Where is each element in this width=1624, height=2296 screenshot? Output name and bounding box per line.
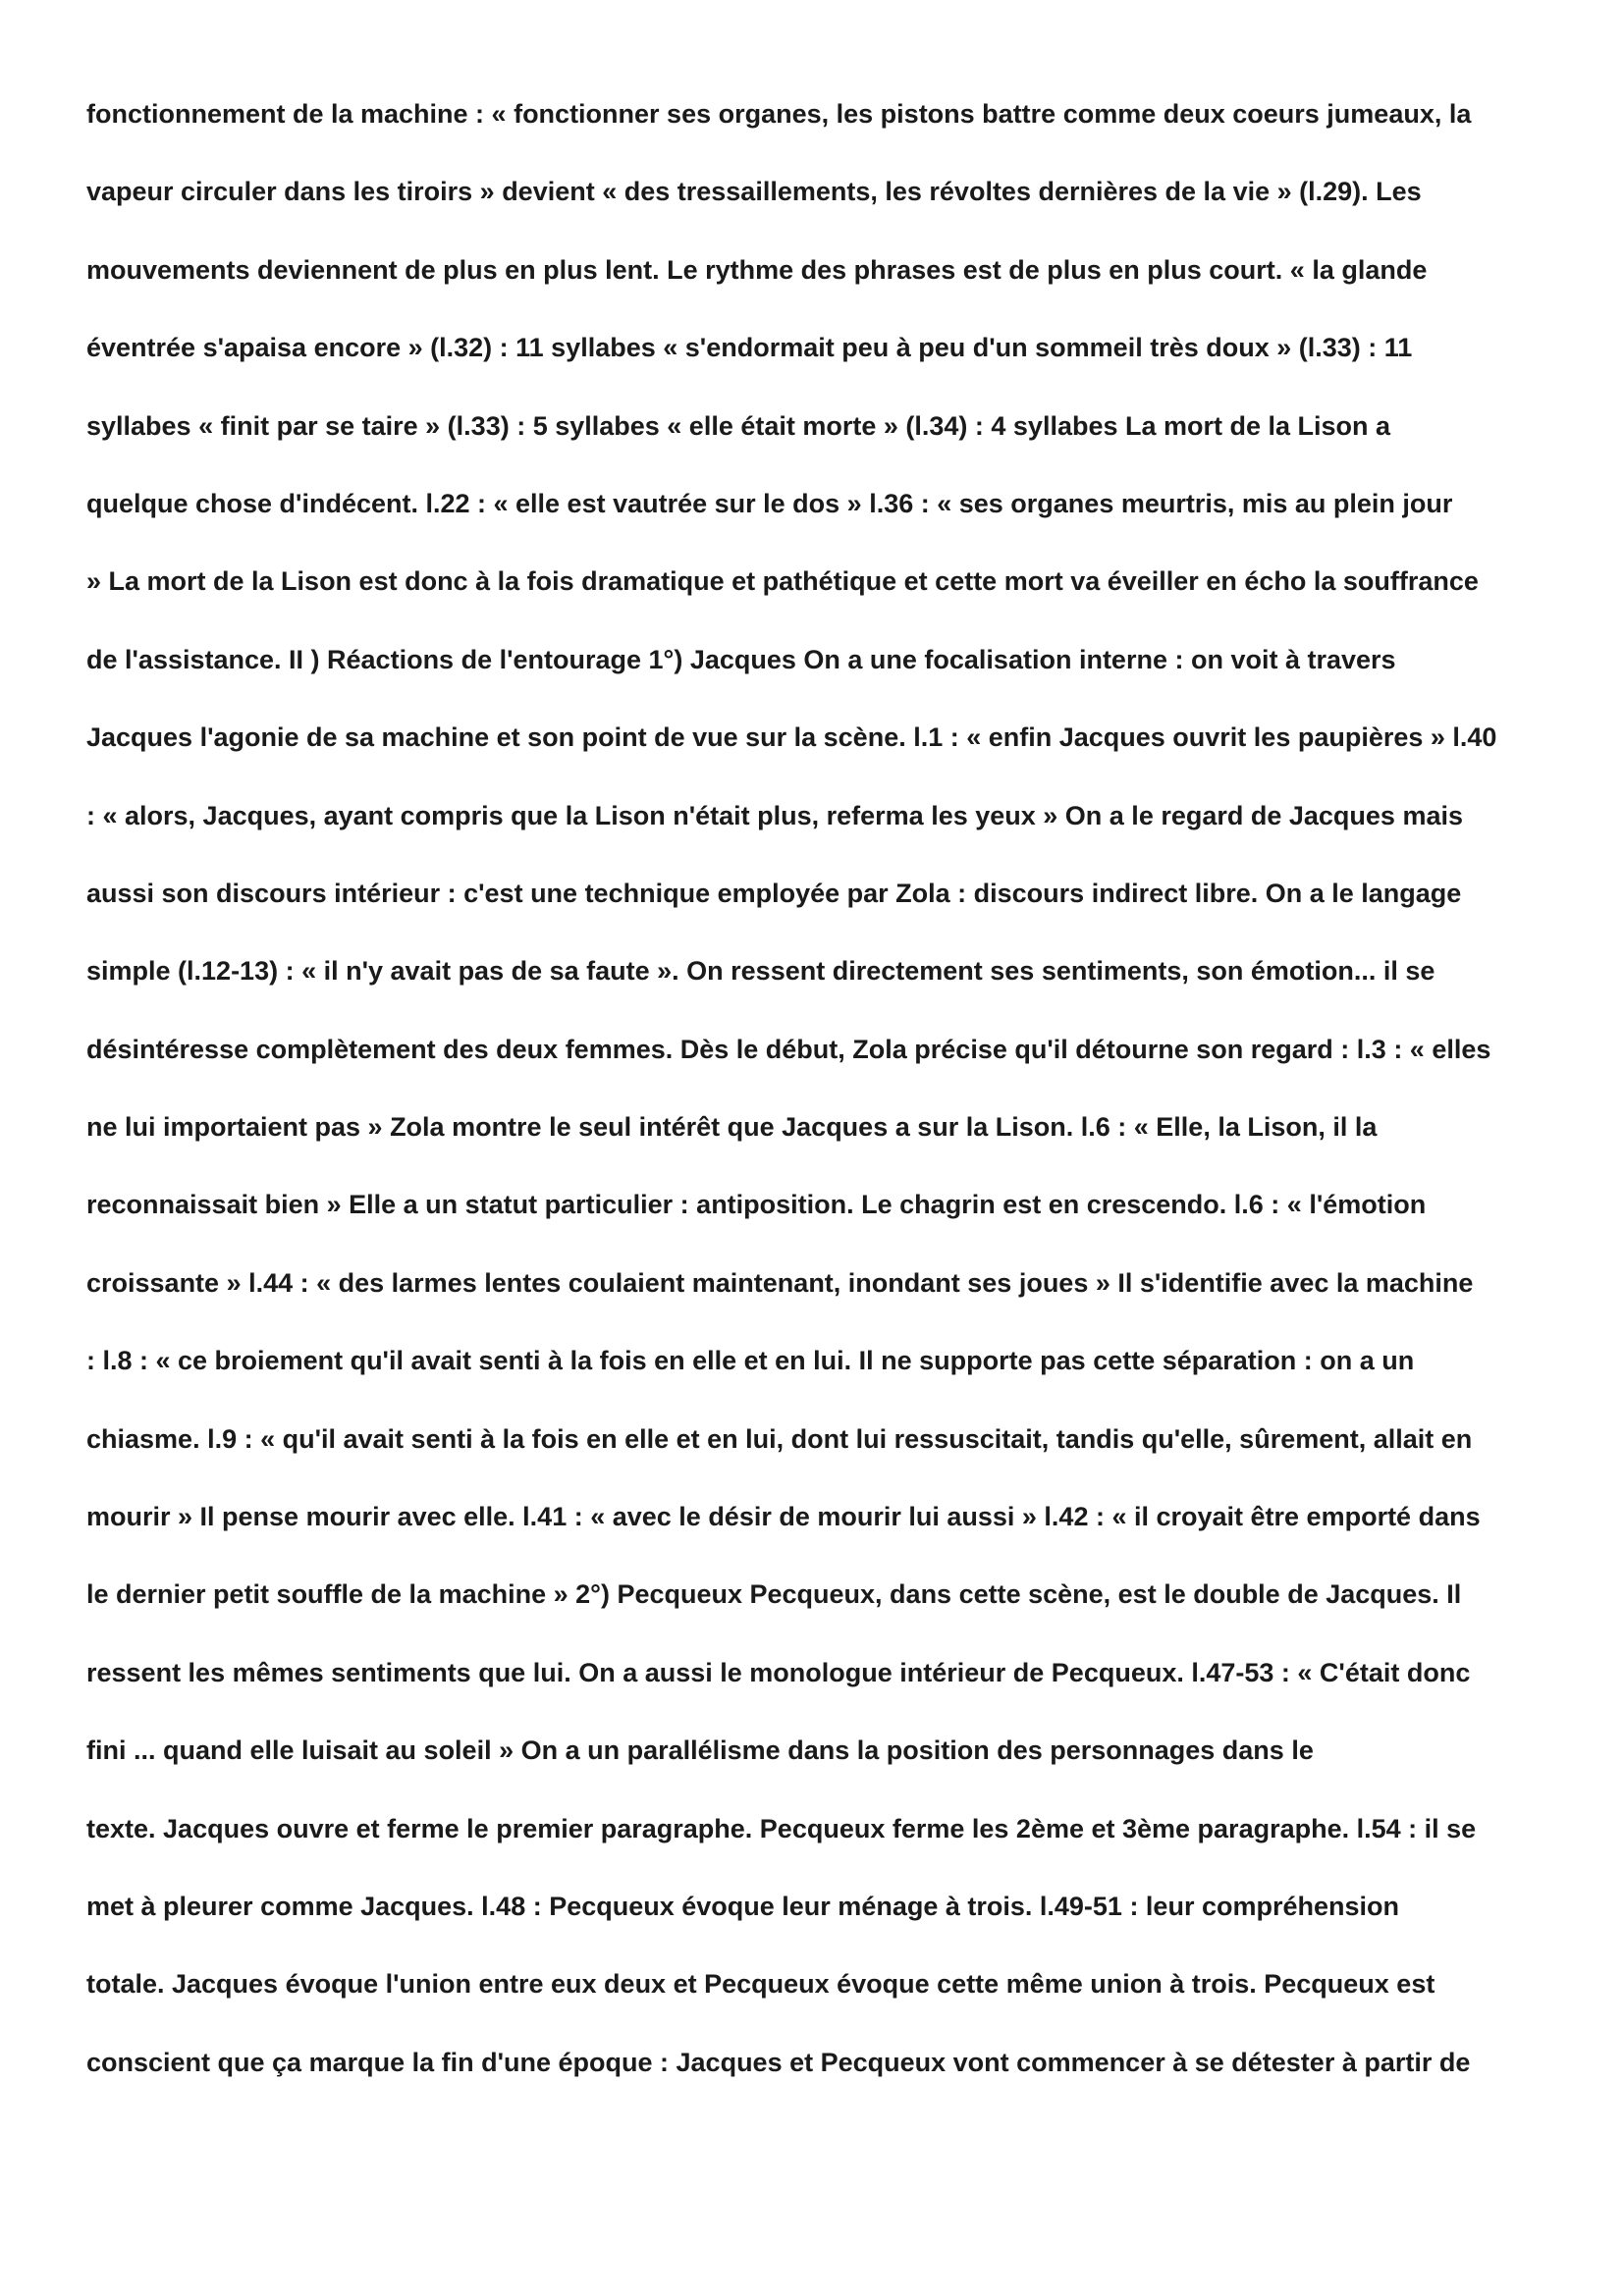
text-line: mouvements deviennent de plus en plus lent. Le rythme des phrases est de plus en plus court. « la glande	[86, 254, 1428, 285]
text-line: de l'assistance. II ) Réactions de l'entourage 1°) Jacques On a une focalisation interne : on voit à travers	[86, 644, 1396, 674]
text-line: reconnaissait bien » Elle a un statut particulier : antiposition. Le chagrin est en crescendo. l.6 : « l'émotion	[86, 1190, 1427, 1220]
text-line: met à pleurer comme Jacques. l.48 : Pecqueux évoque leur ménage à trois. l.49-51 : leur compréhension	[86, 1891, 1399, 1921]
text-line: fonctionnement de la machine : « fonctionner ses organes, les pistons battre comme deux coeurs jumeaux, la	[86, 99, 1472, 129]
text-line: conscient que ça marque la fin d'une époque : Jacques et Pecqueux vont commencer à se détester à partir de	[86, 2047, 1471, 2077]
text-line: Jacques l'agonie de sa machine et son point de vue sur la scène. l.1 : « enfin Jacques ouvrit les paupières » l.40	[86, 722, 1497, 753]
body-text	[86, 88, 1559, 2114]
text-line: éventrée s'apaisa encore » (l.32) : 11 syllabes « s'endormait peu à peu d'un sommeil très doux » (l.33) : 11	[86, 333, 1413, 363]
text-line: simple (l.12-13) : « il n'y avait pas de sa faute ». On ressent directement ses sentiments, son émotion... il se	[86, 956, 1435, 987]
text-line: aussi son discours intérieur : c'est une technique employée par Zola : discours indirect libre. On a le langage	[86, 878, 1462, 908]
text-line: désintéresse complètement des deux femmes. Dès le début, Zola précise qu'il détourne son regard : l.3 : « elles	[86, 1034, 1491, 1064]
text-line: mourir » Il pense mourir avec elle. l.41 : « avec le désir de mourir lui aussi » l.42 : « il croyait être emporté dans	[86, 1502, 1481, 1532]
text-line: croissante » l.44 : « des larmes lentes coulaient maintenant, inondant ses joues » Il s'identifie avec la machine	[86, 1267, 1474, 1298]
text-line: totale. Jacques évoque l'union entre eux deux et Pecqueux évoque cette même union à trois. Pecqueux est	[86, 1969, 1435, 2000]
text-line: ne lui importaient pas » Zola montre le seul intérêt que Jacques a sur la Lison. l.6 : « Elle, la Lison, il la	[86, 1112, 1378, 1143]
text-line: vapeur circuler dans les tiroirs » devient « des tressaillements, les révoltes dernières de la vie » (l.29). Les	[86, 177, 1422, 207]
text-line: ressent les mêmes sentiments que lui. On a aussi le monologue intérieur de Pecqueux. l.47-53 : « C'était donc	[86, 1657, 1471, 1687]
text-line: fini ... quand elle luisait au soleil » On a un parallélisme dans la position des personnages dans le	[86, 1735, 1314, 1766]
text-line: » La mort de la Lison est donc à la fois dramatique et pathétique et cette mort va éveiller en écho la souffrance	[86, 566, 1479, 597]
text-line: : l.8 : « ce broiement qu'il avait senti à la fois en elle et en lui. Il ne supporte pas cette séparation : on a un	[86, 1346, 1415, 1376]
text-line: chiasme. l.9 : « qu'il avait senti à la fois en elle et en lui, dont lui ressuscitait, tandis qu'elle, sûrement, allait en	[86, 1423, 1473, 1454]
text-line: : « alors, Jacques, ayant compris que la Lison n'était plus, referma les yeux » On a le regard de Jacques mais	[86, 800, 1463, 830]
text-line: quelque chose d'indécent. l.22 : « elle est vautrée sur le dos » l.36 : « ses organes meurtris, mis au plein jour	[86, 488, 1453, 518]
text-line: texte. Jacques ouvre et ferme le premier paragraphe. Pecqueux ferme les 2ème et 3ème paragraphe. l.54 : il se	[86, 1813, 1477, 1843]
text-line: syllabes « finit par se taire » (l.33) : 5 syllabes « elle était morte » (l.34) : 4 syllabes La mort de la Lison a	[86, 410, 1391, 441]
text-line: le dernier petit souffle de la machine » 2°) Pecqueux Pecqueux, dans cette scène, est le double de Jacques. Il	[86, 1579, 1462, 1610]
